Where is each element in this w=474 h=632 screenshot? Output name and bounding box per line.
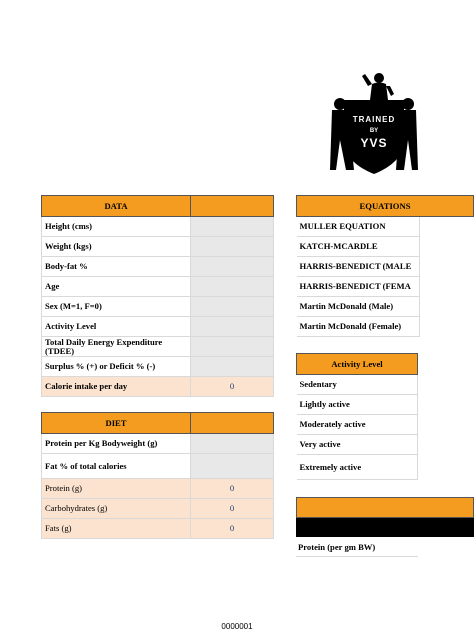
data-header-row — [42, 196, 274, 217]
table-row — [42, 434, 274, 454]
equation-item: KATCH-MCARDLE — [297, 237, 420, 257]
activity-header-row — [297, 354, 418, 375]
diet-label-fats: Fats (g) — [42, 519, 191, 539]
equation-item: HARRIS-BENEDICT (FEMA — [297, 277, 420, 297]
table-row — [42, 479, 274, 499]
activity-input[interactable] — [191, 317, 274, 337]
tdee-input[interactable] — [191, 337, 274, 357]
equation-item: HARRIS-BENEDICT (MALE — [297, 257, 420, 277]
data-label-sex: Sex (M=1, F=0) — [42, 297, 191, 317]
calorie-result: 0 — [191, 377, 274, 397]
activity-item: Lightly active — [297, 395, 418, 415]
equation-item: MULLER EQUATION — [297, 217, 420, 237]
weight-input[interactable] — [191, 237, 274, 257]
fat-percent-input[interactable] — [191, 454, 274, 479]
diet-label-protein: Protein (g) — [42, 479, 191, 499]
protein-per-gm-label: Protein (per gm BW) — [296, 538, 418, 557]
activity-level-table — [296, 353, 418, 480]
activity-item: Extremely active — [297, 455, 418, 480]
diet-label-fat-percent: Fat % of total calories — [42, 454, 191, 479]
equations-header-row — [297, 196, 474, 217]
table-row — [42, 454, 274, 479]
data-label-age: Age — [42, 277, 191, 297]
table-row — [297, 455, 418, 480]
protein-result: 0 — [191, 479, 274, 499]
table-row — [297, 317, 474, 337]
table-row — [297, 435, 418, 455]
table-row — [297, 277, 474, 297]
activity-item: Very active — [297, 435, 418, 455]
logo-text-line3: YVS — [360, 136, 388, 150]
data-label-weight: Weight (kgs) — [42, 237, 191, 257]
diet-header: DIET — [42, 413, 191, 434]
sex-input[interactable] — [191, 297, 274, 317]
table-row — [297, 297, 474, 317]
table-row — [42, 377, 274, 397]
protein-section-bar — [296, 518, 474, 537]
page-number: 0000001 — [221, 622, 253, 631]
table-row — [297, 375, 418, 395]
table-row — [297, 257, 474, 277]
fats-result: 0 — [191, 519, 274, 539]
equations-header: EQUATIONS — [297, 196, 474, 217]
protein-per-kg-input[interactable] — [191, 434, 274, 454]
table-row — [42, 337, 274, 357]
diet-label-carbs: Carbohydrates (g) — [42, 499, 191, 519]
table-row — [297, 415, 418, 435]
table-row — [297, 237, 474, 257]
table-row — [42, 499, 274, 519]
table-row — [297, 395, 418, 415]
diet-header-row — [42, 413, 274, 434]
equation-item: Martin McDonald (Male) — [297, 297, 420, 317]
table-row — [42, 217, 274, 237]
table-row — [297, 217, 474, 237]
activity-header: Activity Level — [297, 354, 418, 375]
age-input[interactable] — [191, 277, 274, 297]
table-row — [42, 357, 274, 377]
equations-table — [296, 195, 474, 337]
data-table — [41, 195, 274, 397]
table-row — [42, 277, 274, 297]
activity-item: Sedentary — [297, 375, 418, 395]
height-input[interactable] — [191, 217, 274, 237]
data-label-height: Height (cms) — [42, 217, 191, 237]
data-label-activity: Activity Level — [42, 317, 191, 337]
data-label-surplus: Surplus % (+) or Deficit % (-) — [42, 357, 191, 377]
surplus-input[interactable] — [191, 357, 274, 377]
trained-by-yvs-logo — [328, 70, 420, 178]
table-row — [42, 317, 274, 337]
table-row — [42, 519, 274, 539]
table-row — [42, 297, 274, 317]
bodyfat-input[interactable] — [191, 257, 274, 277]
protein-section-header — [296, 497, 474, 518]
logo-text-line1: TRAINED — [352, 115, 396, 124]
diet-label-protein-per-kg: Protein per Kg Bodyweight (g) — [42, 434, 191, 454]
table-row — [42, 237, 274, 257]
logo-text-line2: BY — [369, 128, 379, 134]
carbs-result: 0 — [191, 499, 274, 519]
data-label-calories: Calorie intake per day — [42, 377, 191, 397]
data-label-tdee: Total Daily Energy Expenditure (TDEE) — [42, 337, 191, 357]
diet-table — [41, 412, 274, 539]
data-header: DATA — [42, 196, 191, 217]
activity-item: Moderately active — [297, 415, 418, 435]
data-label-bodyfat: Body-fat % — [42, 257, 191, 277]
table-row — [42, 257, 274, 277]
equation-item: Martin McDonald (Female) — [297, 317, 420, 337]
